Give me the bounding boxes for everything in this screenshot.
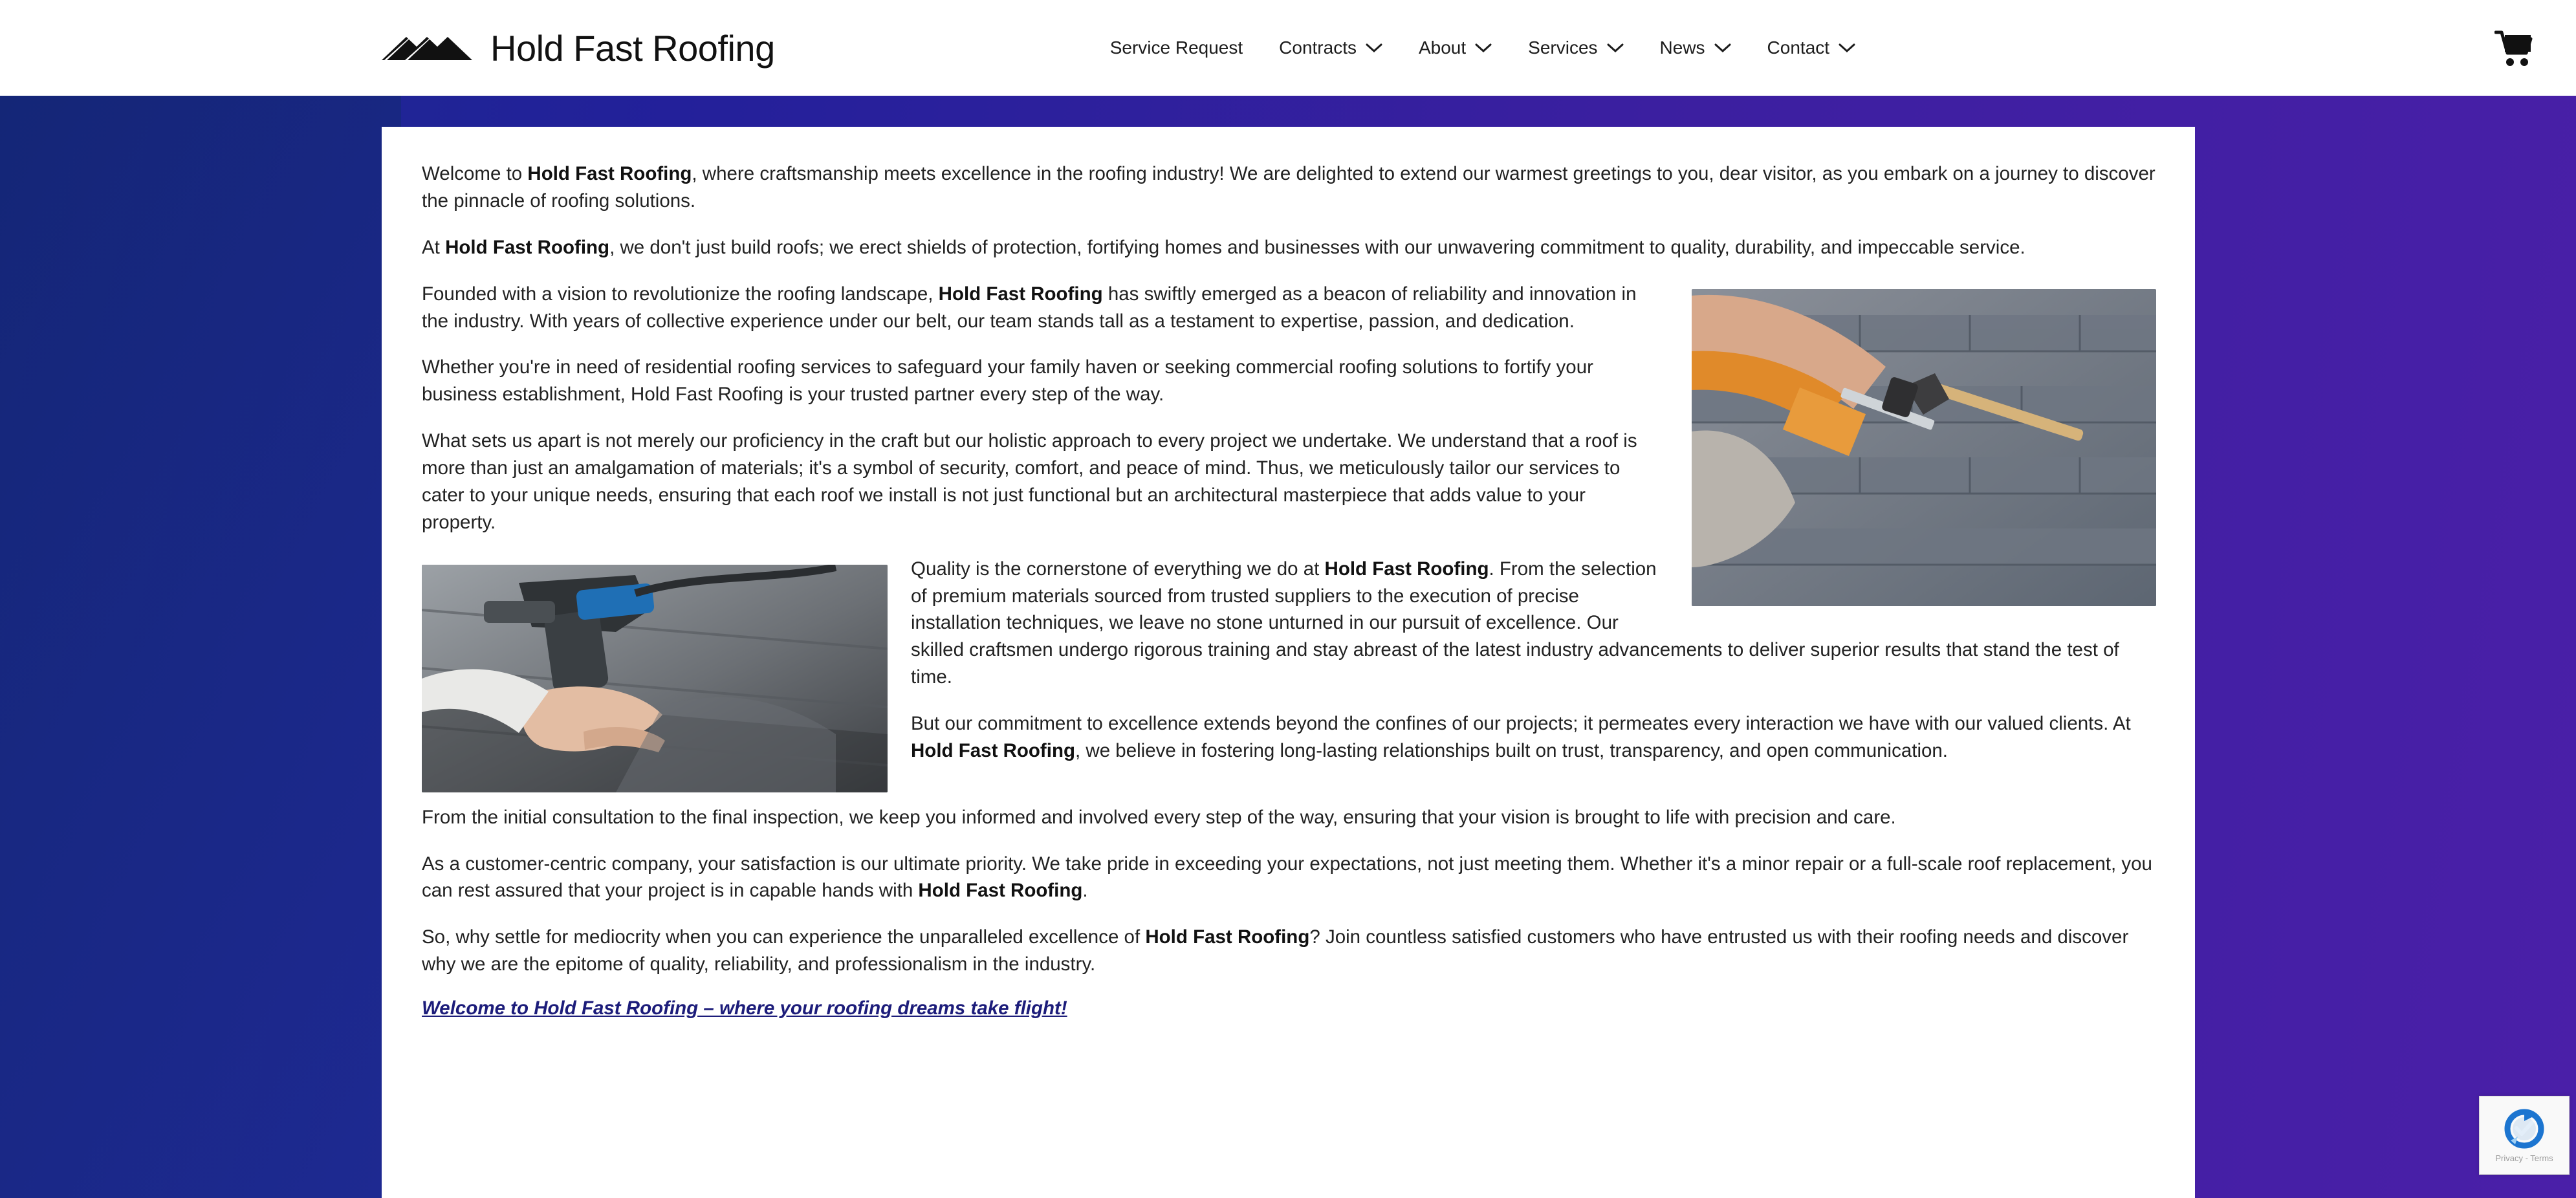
p3-text-1: Founded with a vision to revolutionize the roofing landscape, xyxy=(422,283,939,305)
p3-text-2: has swiftly emerged as a beacon of reliability and innovation in the industry. With years of collective experience under our belt, our team stands tall as a testament to expertise, passion, and dedication. xyxy=(422,283,1637,332)
recaptcha-privacy-link[interactable]: Privacy xyxy=(2495,1153,2523,1164)
intro-paragraph xyxy=(422,160,2156,215)
recaptcha-logo-icon xyxy=(2502,1107,2546,1151)
paragraph-9 xyxy=(422,851,2156,905)
roof-logo-icon xyxy=(380,28,477,68)
nav-item-contact[interactable] xyxy=(1749,38,1874,58)
p9-text-2: . xyxy=(1082,880,1088,902)
recaptcha-separator: - xyxy=(2522,1153,2531,1164)
nav-label: Services xyxy=(1528,38,1598,58)
p6-text-2: . From the selection of premium materials sourced from trusted suppliers to the execution of precise installation techniques, we leave no stone unturned in our pursuit of excellence. Our skilled craftsmen undergo rigorous training and stay abreast of the latest industry advancements to deliver superior results that stand the test of time. xyxy=(911,558,2119,688)
paragraph-4: Whether you're in need of residential roofing services to safeguard your family haven or seeking commercial roofing solutions to fortify your business establishment, Hold Fast Roofing is your trusted partner every step of the way. xyxy=(422,356,1593,406)
chevron-down-icon xyxy=(1839,43,1855,53)
brand-mention: Hold Fast Roofing xyxy=(445,236,610,258)
intro-text-1: Welcome to xyxy=(422,163,528,184)
paragraph-2 xyxy=(422,234,2156,261)
recaptcha-badge[interactable] xyxy=(2479,1096,2570,1175)
closing-tagline: Welcome to Hold Fast Roofing – where your roofing dreams take flight! xyxy=(422,997,1067,1019)
brand-mention: Hold Fast Roofing xyxy=(1324,558,1489,580)
nav-label: Contracts xyxy=(1279,38,1357,58)
p10-text-1: So, why settle for mediocrity when you can experience the unparalleled excellence of xyxy=(422,926,1146,948)
brand-mention: Hold Fast Roofing xyxy=(527,163,692,184)
nav-item-services[interactable] xyxy=(1510,38,1641,58)
chevron-down-icon xyxy=(1475,43,1492,53)
p7-text-1: But our commitment to excellence extends beyond the confines of our projects; it permeates every interaction we have with our valued clients. At xyxy=(911,713,2131,734)
main-content-card xyxy=(382,127,2195,1198)
roofer-nailgun-photo xyxy=(422,565,888,792)
site-header xyxy=(0,0,2576,96)
paragraph-10 xyxy=(422,924,2156,978)
p6-text-1: Quality is the cornerstone of everything we do at xyxy=(911,558,1325,580)
brand-mention: Hold Fast Roofing xyxy=(938,283,1103,305)
paragraph-8: From the initial consultation to the final inspection, we keep you informed and involved every step of the way, ensuring that your vision is brought to life with precision and care. xyxy=(422,806,1896,828)
p7-text-2: , we believe in fostering long-lasting relationships built on trust, transparency, and open communication. xyxy=(1075,739,1948,761)
brand-logo-link[interactable] xyxy=(380,27,775,69)
p2-text-1: At xyxy=(422,236,446,258)
main-navigation xyxy=(1092,38,1873,58)
brand-mention: Hold Fast Roofing xyxy=(918,880,1083,902)
chevron-down-icon xyxy=(1366,43,1382,53)
roofer-hammer-photo xyxy=(1692,289,2156,606)
brand-name: Hold Fast Roofing xyxy=(490,27,775,69)
nav-label: Contact xyxy=(1767,38,1830,58)
chevron-down-icon xyxy=(1714,43,1731,53)
cart-button[interactable] xyxy=(2493,27,2536,70)
recaptcha-terms-link[interactable]: Terms xyxy=(2530,1153,2553,1164)
nav-label: Service Request xyxy=(1109,38,1243,58)
p9-text-1: As a customer-centric company, your satisfaction is our ultimate priority. We take pride in exceeding your expectations, not just meeting them. Whether it's a minor repair or a full-scale roof replacement, you can rest assured that your project is in capable hands with xyxy=(422,853,2152,902)
nav-item-about[interactable] xyxy=(1401,38,1510,58)
nav-label: News xyxy=(1659,38,1705,58)
nav-label: About xyxy=(1418,38,1467,58)
nav-item-contracts[interactable] xyxy=(1261,38,1401,58)
nav-item-service-request[interactable] xyxy=(1092,38,1261,58)
brand-mention: Hold Fast Roofing xyxy=(911,739,1075,761)
recaptcha-links[interactable] xyxy=(2495,1153,2553,1164)
nav-item-news[interactable] xyxy=(1642,38,1749,58)
p10-text-2: ? Join countless satisfied customers who have entrusted us with their roofing needs and discover why we are the epitome of quality, reliability, and professionalism in the industry. xyxy=(422,926,2129,975)
intro-text-2: , where craftsmanship meets excellence in the roofing industry! We are delighted to extend our warmest greetings to you, dear visitor, as you embark on a journey to discover the pinnacle of roofing solutions. xyxy=(422,163,2156,212)
brand-mention: Hold Fast Roofing xyxy=(1145,926,1310,948)
paragraph-5: What sets us apart is not merely our proficiency in the craft but our holistic approach to every project we undertake. We understand that a roof is more than just an amalgamation of materials; it's a symbol of security, comfort, and peace of mind. Thus, we meticulously tailor our services to cater to your unique needs, ensuring that each roof we install is not just functional but an architectural masterpiece that adds value to your property. xyxy=(422,430,1637,533)
chevron-down-icon xyxy=(1607,43,1624,53)
p2-text-2: , we don't just build roofs; we erect shields of protection, fortifying homes and businesses with our unwavering commitment to quality, durability, and impeccable service. xyxy=(609,236,2025,258)
shopping-cart-icon xyxy=(2494,30,2535,67)
